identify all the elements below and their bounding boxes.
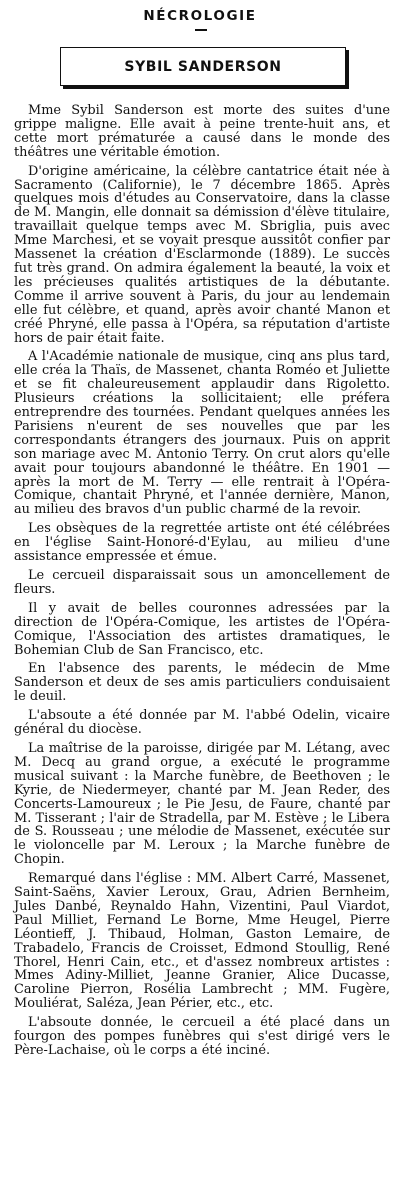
paragraph: Il y avait de belles couronnes adressées par la direction de l'Opéra-Comique, les artistes de l'Opéra-Comique, l'Association des artistes dramatiques, le Bohemian Club de San Francisco, etc. (14, 600, 390, 658)
paragraph: L'absoute donnée, le cercueil a été placé dans un fourgon des pompes funèbres qui s'est dirigé vers le Père-Lachaise, où le corps a été inciné. (14, 1015, 390, 1058)
heading-divider (195, 29, 207, 31)
paragraph: En l'absence des parents, le médecin de Mme Sanderson et deux de ses amis particuliers conduisaient le deuil. (14, 661, 390, 705)
paragraph: Les obsèques de la regrettée artiste ont été célébrées en l'église Saint-Honoré-d'Eylau, au milieu d'une assistance empressée et émue. (14, 521, 390, 565)
paragraph: Remarqué dans l'église : MM. Albert Carré, Massenet, Saint-Saëns, Xavier Leroux, Grau, Adrien Bernheim, Jules Danbé, Reynaldo Hahn, Vizentini, Paul Viardot, Paul Milliet, Fernand Le Borne, Mme Heugel, Pierre Léontieff, J. Thibaud, Holman, Gaston Lemaire, de Trabadelo, Francis de Croisset, Edmond Stoullig, René Thorel, Henri Cain, etc., et d'assez nombreux artistes : Mmes Adiny-Milliet, Jeanne Granier, Alice Ducasse, Caroline Pierron, Rosélia Lambrecht ; MM. Fugère, Mouliérat, Saléza, Jean Périer, etc., etc. (14, 871, 390, 1012)
paragraph: D'origine américaine, la célèbre cantatrice était née à Sacramento (Californie), le 7 décembre 1865. Après quelques mois d'études au Conservatoire, dans la classe de M. Mangin, elle donnait sa démission d'élève titulaire, travaillait quelque temps avec M. Sbriglia, puis avec Mme Marchesi, et se voyait presque aussitôt confier par Massenet la création d'Esclarmonde (1889). Le succès fut très grand. On admira également la beauté, la voix et les précieuses qualités artistiques de la débutante. Comme il arrive souvent à Paris, du jour au lendemain elle fut célèbre, et quand, après avoir chanté Manon et créé Phryné, elle passa à l'Opéra, sa réputation d'artiste hors de pair était faite. (14, 163, 390, 346)
paragraph: La maîtrise de la paroisse, dirigée par M. Létang, avec M. Decq au grand orgue, a exécuté le programme musical suivant : la Marche funèbre, de Beethoven ; le Kyrie, de Niedermeyer, chanté par M. Jean Reder, des Concerts-Lamoureux ; le Pie Jesu, de Faure, chanté par M. Tisserant ; l'air de Stradella, par M. Estève ; le Libera de S. Rousseau ; une mélodie de Massenet, exécutée sur le violoncelle par M. Leroux ; la Marche funèbre de Chopin. (14, 740, 390, 868)
paragraph: Le cercueil disparaissait sous un amoncellement de fleurs. (14, 568, 390, 597)
paragraph: Mme Sybil Sanderson est morte des suites d'une grippe maligne. Elle avait à peine trente-huit ans, et cette mort prématurée a causé dans le monde des théâtres une véritable émotion. (14, 103, 390, 160)
paragraph: L'absoute a été donnée par M. l'abbé Odelin, vicaire général du diocèse. (14, 708, 390, 738)
section-heading: NÉCROLOGIE (143, 8, 257, 24)
article-title: SYBIL SANDERSON (124, 58, 282, 75)
article-title-box (60, 47, 346, 86)
paragraph: A l'Académie nationale de musique, cinq ans plus tard, elle créa la Thaïs, de Massenet, chanta Roméo et Juliette et se fit chaleureusement applaudir dans Rigoletto. Plusieurs créations la sollicitaient; elle préfera entreprendre des tournées. Pendant quelques années les Parisiens n'eurent de ses nouvelles que par les correspondants étrangers des journaux. Puis on apprit son mariage avec M. Antonio Terry. On crut alors qu'elle avait pour toujours abandonné le théâtre. En 1901 — après la mort de M. Terry — elle rentrait à l'Opéra-Comique, chantait Phryné, et l'année dernière, Manon, au milieu des bravos d'un public charmé de la revoir. (14, 349, 390, 518)
article-body (14, 104, 390, 1058)
